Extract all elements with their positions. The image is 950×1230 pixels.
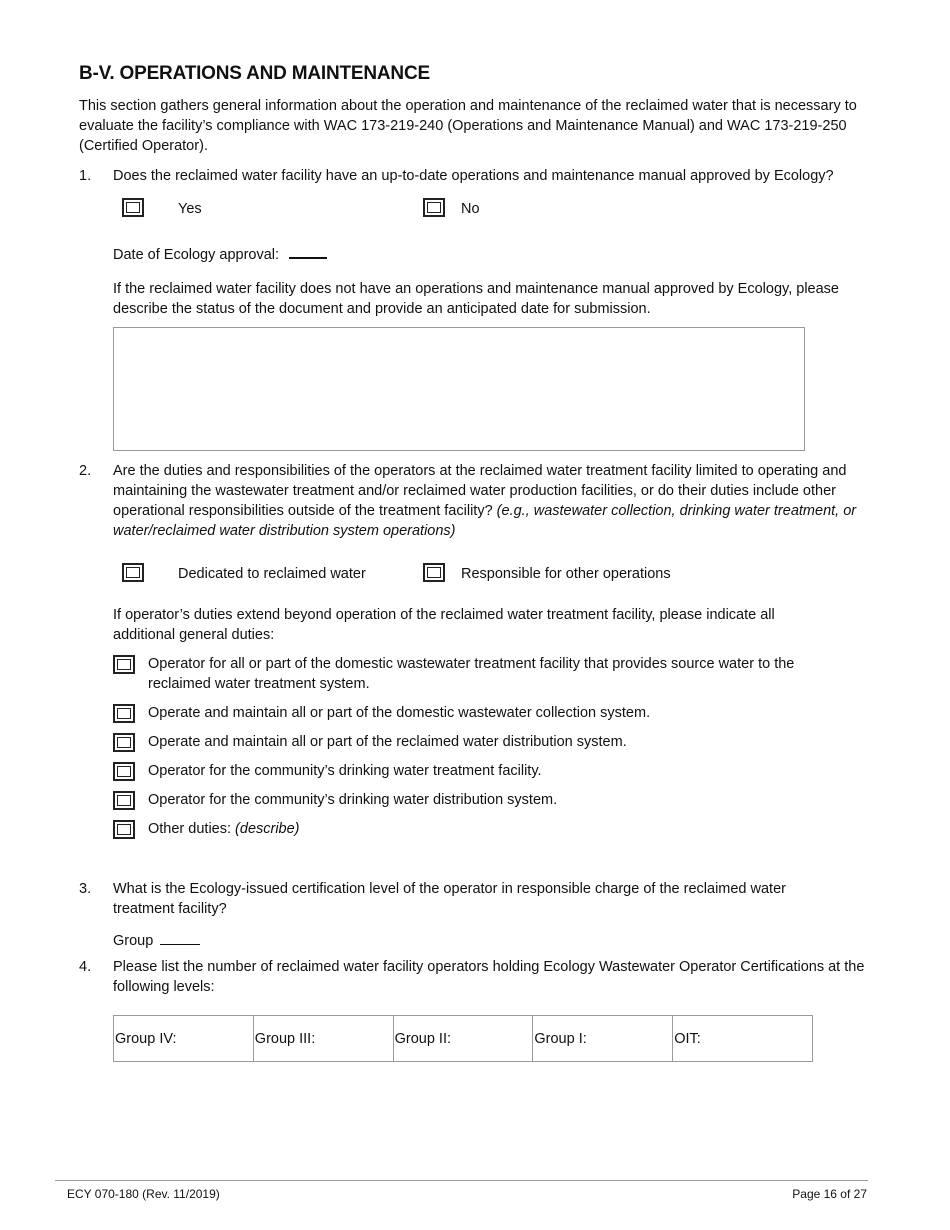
group-i-cell[interactable]: Group I: — [533, 1016, 673, 1062]
duty-other-checkbox[interactable] — [113, 820, 135, 839]
footer-page-number: Page 16 of 27 — [792, 1187, 867, 1201]
section-intro: This section gathers general information about the operation and maintenance of the reclaimed water that is necessary to evaluate the facility’s compliance with WAC 173-219-240 (Operations and Maintenance Manual) and WAC 173-219-250 (Certified Operator). — [79, 98, 857, 154]
other-duties-label: Other duties: — [148, 821, 232, 837]
q2-text-block — [113, 461, 873, 541]
group-iv-cell[interactable]: Group IV: — [114, 1016, 254, 1062]
duty-other-label[interactable] — [148, 819, 300, 839]
q1-no-checkbox[interactable] — [423, 198, 445, 217]
q4-number: 4. — [79, 959, 92, 975]
duty-item — [113, 732, 873, 752]
duty-item — [113, 790, 873, 810]
duty-label[interactable]: Operator for the community’s drinking water treatment facility. — [148, 763, 542, 779]
duty-checkbox[interactable] — [113, 704, 135, 723]
footer-divider — [55, 1180, 868, 1181]
q3-group-row — [113, 928, 200, 951]
q2-other-ops-checkbox[interactable] — [423, 563, 445, 582]
q1-status-textarea[interactable] — [113, 327, 805, 451]
q2-dedicated-label[interactable]: Dedicated to reclaimed water — [178, 566, 366, 582]
other-duties-hint: (describe) — [235, 821, 300, 837]
q3-number: 3. — [79, 881, 92, 897]
group-iii-cell[interactable]: Group III: — [253, 1016, 393, 1062]
q1-date-row — [113, 241, 327, 265]
q4-text: Please list the number of reclaimed water facility operators holding Ecology Wastewater Operator Certifications at the following levels: — [113, 959, 865, 995]
q2-text: Are the duties and responsibilities of the operators at the reclaimed water treatment facility limited to operating and maintaining the wastewater treatment and/or reclaimed water production facilities, or do their duties include other operational responsibilities outside of the treatment facility? — [113, 463, 847, 519]
q1-date-label: Date of Ecology approval: — [113, 247, 280, 263]
q3-group-input[interactable] — [160, 928, 200, 945]
q1-yes-checkbox[interactable] — [122, 198, 144, 217]
q1-date-input[interactable] — [289, 241, 327, 259]
duty-checkbox[interactable] — [113, 791, 135, 810]
q2-dedicated-checkbox[interactable] — [122, 563, 144, 582]
duty-item — [113, 654, 873, 694]
certification-level-table — [113, 1015, 813, 1062]
oit-cell[interactable]: OIT: — [673, 1016, 813, 1062]
q3-text: What is the Ecology-issued certification level of the operator in responsible charge of the reclaimed water treatment facility? — [113, 881, 786, 917]
q1-yes-label[interactable]: Yes — [178, 201, 202, 217]
table-row — [114, 1016, 813, 1062]
duty-checkbox[interactable] — [113, 733, 135, 752]
duty-label[interactable]: Operator for all or part of the domestic wastewater treatment facility that provides source water to the reclaimed water treatment system. — [148, 656, 795, 692]
duty-checkbox[interactable] — [113, 655, 135, 674]
q2-number: 2. — [79, 463, 92, 479]
q2-other-ops-label[interactable]: Responsible for other operations — [461, 566, 671, 582]
q1-no-label[interactable]: No — [461, 201, 480, 217]
q2-example: (e.g., wastewater collection, drinking water treatment, or water/reclaimed water distribution system operations) — [113, 503, 857, 539]
q3-group-label: Group — [113, 933, 154, 949]
q1-text: Does the reclaimed water facility have an up-to-date operations and maintenance manual approved by Ecology? — [113, 168, 834, 184]
section-title: B-V. OPERATIONS AND MAINTENANCE — [79, 63, 430, 84]
duty-item — [113, 703, 873, 723]
q2-followup: If operator’s duties extend beyond operation of the reclaimed water treatment facility, please indicate all additional general duties: — [113, 607, 775, 643]
q1-number: 1. — [79, 168, 92, 184]
group-ii-cell[interactable]: Group II: — [393, 1016, 533, 1062]
duty-label[interactable]: Operate and maintain all or part of the reclaimed water distribution system. — [148, 734, 627, 750]
duty-item — [113, 761, 873, 781]
duty-item-other — [113, 819, 873, 839]
footer-form-id: ECY 070-180 (Rev. 11/2019) — [67, 1187, 220, 1201]
duty-label[interactable]: Operate and maintain all or part of the domestic wastewater collection system. — [148, 705, 651, 721]
duty-label[interactable]: Operator for the community’s drinking water distribution system. — [148, 792, 558, 808]
duty-checkbox[interactable] — [113, 762, 135, 781]
q1-followup: If the reclaimed water facility does not have an operations and maintenance manual approved by Ecology, please describe the status of the document and provide an anticipated date for submission. — [113, 281, 839, 317]
